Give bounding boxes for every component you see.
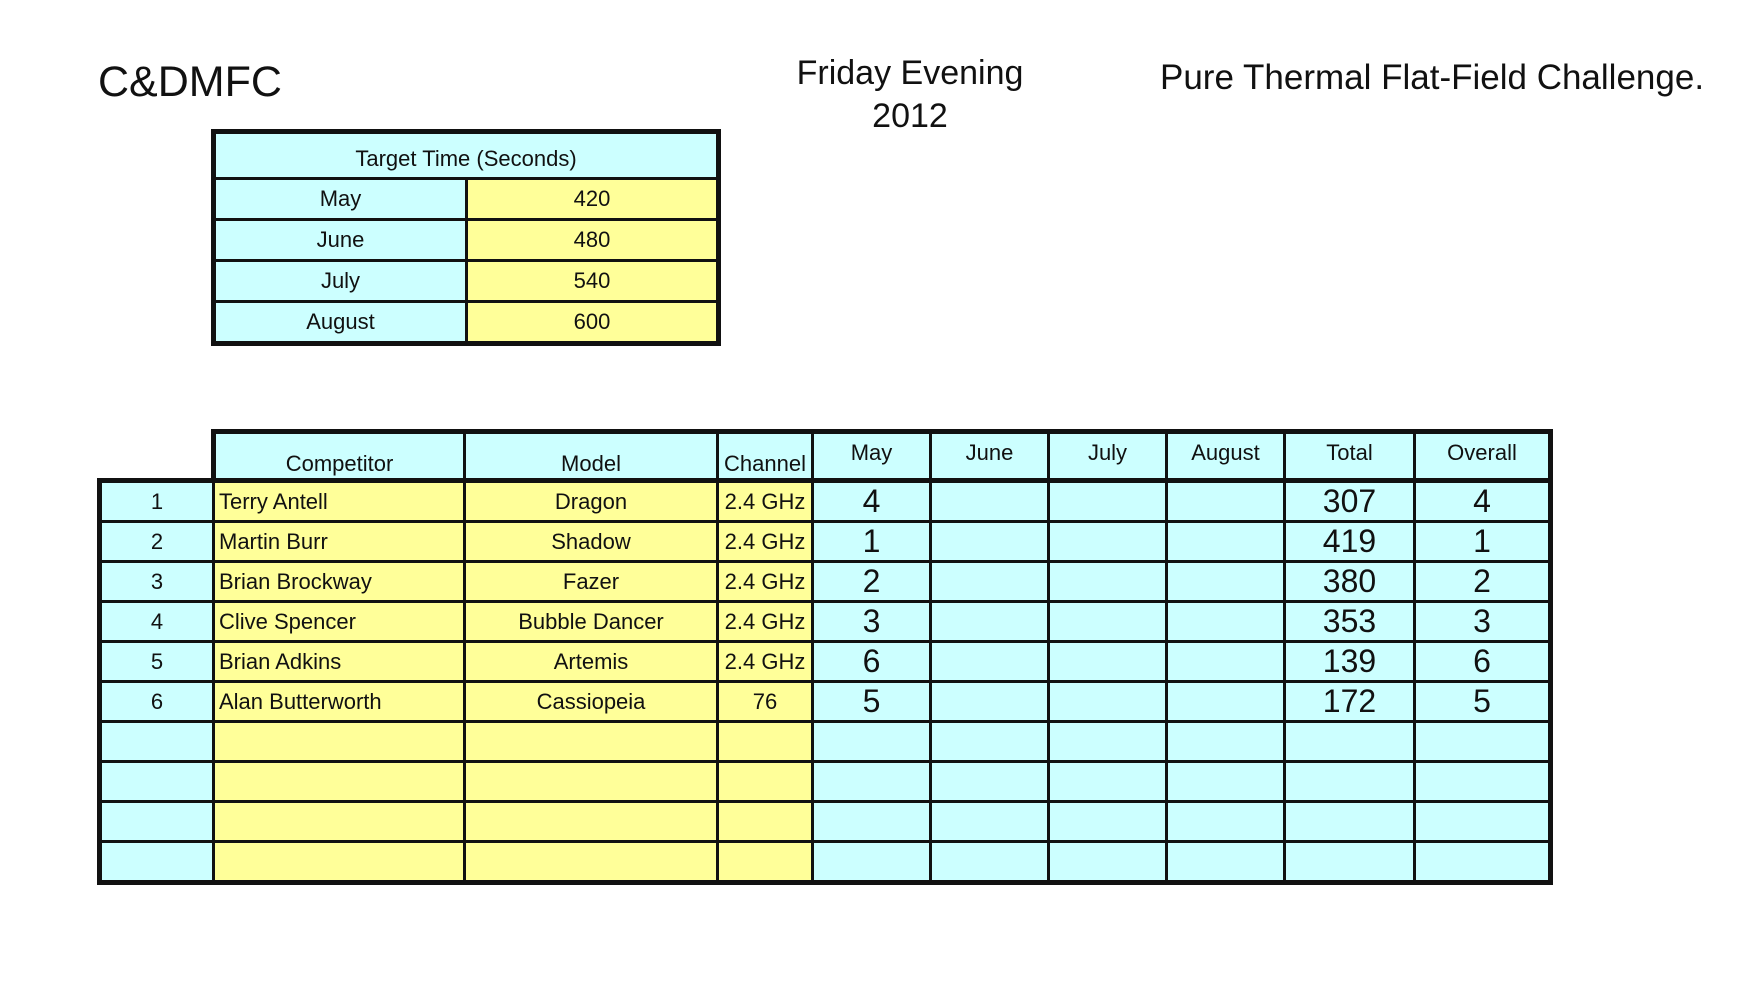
- total-score: [1285, 722, 1415, 762]
- results-row: [100, 842, 1551, 883]
- july-score: [1049, 762, 1167, 802]
- target-seconds: 600: [467, 302, 719, 344]
- competitor-name: Brian Brockway: [214, 562, 465, 602]
- channel-value: 2.4 GHz: [718, 481, 813, 522]
- competitor-name: [214, 802, 465, 842]
- model-name: Dragon: [465, 481, 718, 522]
- target-row: [214, 179, 719, 220]
- august-score: [1167, 522, 1285, 562]
- header-august: August: [1167, 432, 1285, 481]
- results-table: [97, 429, 1553, 885]
- total-score: 172: [1285, 682, 1415, 722]
- target-month: May: [214, 179, 467, 220]
- competitor-name: Clive Spencer: [214, 602, 465, 642]
- overall-rank: [1415, 802, 1551, 842]
- model-name: Cassiopeia: [465, 682, 718, 722]
- july-score: [1049, 642, 1167, 682]
- overall-rank: 6: [1415, 642, 1551, 682]
- august-score: [1167, 682, 1285, 722]
- august-score: [1167, 642, 1285, 682]
- july-score: [1049, 802, 1167, 842]
- may-score: [813, 842, 931, 883]
- results-row: [100, 802, 1551, 842]
- total-score: 353: [1285, 602, 1415, 642]
- may-score: 3: [813, 602, 931, 642]
- target-table-header-row: [214, 132, 719, 179]
- results-header-row: [100, 432, 1551, 481]
- row-number: 3: [100, 562, 214, 602]
- competitor-name: [214, 842, 465, 883]
- channel-value: [718, 722, 813, 762]
- model-name: [465, 842, 718, 883]
- may-score: [813, 722, 931, 762]
- row-number: 1: [100, 481, 214, 522]
- june-score: [931, 762, 1049, 802]
- results-row: [100, 562, 1551, 602]
- event-year: 2012: [872, 97, 948, 135]
- august-score: [1167, 842, 1285, 883]
- target-row: [214, 302, 719, 344]
- total-score: [1285, 802, 1415, 842]
- july-score: [1049, 842, 1167, 883]
- august-score: [1167, 722, 1285, 762]
- june-score: [931, 642, 1049, 682]
- june-score: [931, 562, 1049, 602]
- competitor-name: Brian Adkins: [214, 642, 465, 682]
- header-channel: Channel: [718, 432, 813, 481]
- model-name: [465, 802, 718, 842]
- header-model: Model: [465, 432, 718, 481]
- july-score: [1049, 682, 1167, 722]
- target-month: July: [214, 261, 467, 302]
- july-score: [1049, 562, 1167, 602]
- model-name: Fazer: [465, 562, 718, 602]
- header-corner: [100, 432, 214, 481]
- may-score: 2: [813, 562, 931, 602]
- june-score: [931, 802, 1049, 842]
- total-score: [1285, 762, 1415, 802]
- header-may: May: [813, 432, 931, 481]
- july-score: [1049, 481, 1167, 522]
- results-row: [100, 481, 1551, 522]
- total-score: 307: [1285, 481, 1415, 522]
- august-score: [1167, 802, 1285, 842]
- model-name: Bubble Dancer: [465, 602, 718, 642]
- overall-rank: 1: [1415, 522, 1551, 562]
- row-number: [100, 802, 214, 842]
- overall-rank: [1415, 842, 1551, 883]
- overall-rank: 3: [1415, 602, 1551, 642]
- july-score: [1049, 722, 1167, 762]
- total-score: [1285, 842, 1415, 883]
- channel-value: [718, 762, 813, 802]
- may-score: 5: [813, 682, 931, 722]
- overall-rank: 5: [1415, 682, 1551, 722]
- competitor-name: Terry Antell: [214, 481, 465, 522]
- competitor-name: [214, 762, 465, 802]
- may-score: 1: [813, 522, 931, 562]
- row-number: [100, 762, 214, 802]
- total-score: 139: [1285, 642, 1415, 682]
- results-row: [100, 682, 1551, 722]
- channel-value: [718, 802, 813, 842]
- competitor-name: Alan Butterworth: [214, 682, 465, 722]
- results-row: [100, 522, 1551, 562]
- may-score: 6: [813, 642, 931, 682]
- channel-value: 2.4 GHz: [718, 602, 813, 642]
- club-title: C&DMFC: [98, 58, 282, 106]
- target-table-title: Target Time (Seconds): [214, 132, 719, 179]
- total-score: 419: [1285, 522, 1415, 562]
- target-seconds: 540: [467, 261, 719, 302]
- target-month: June: [214, 220, 467, 261]
- event-day: Friday Evening: [796, 54, 1024, 92]
- channel-value: [718, 842, 813, 883]
- august-score: [1167, 602, 1285, 642]
- model-name: [465, 722, 718, 762]
- challenge-title: Pure Thermal Flat-Field Challenge.: [1160, 58, 1705, 97]
- event-title: [760, 52, 1060, 138]
- target-seconds: 420: [467, 179, 719, 220]
- row-number: 4: [100, 602, 214, 642]
- header-competitor: Competitor: [214, 432, 465, 481]
- august-score: [1167, 562, 1285, 602]
- header-overall: Overall: [1415, 432, 1551, 481]
- june-score: [931, 682, 1049, 722]
- results-row: [100, 722, 1551, 762]
- may-score: 4: [813, 481, 931, 522]
- results-row: [100, 642, 1551, 682]
- overall-rank: 2: [1415, 562, 1551, 602]
- june-score: [931, 522, 1049, 562]
- may-score: [813, 802, 931, 842]
- model-name: [465, 762, 718, 802]
- overall-rank: [1415, 722, 1551, 762]
- row-number: [100, 722, 214, 762]
- row-number: 5: [100, 642, 214, 682]
- row-number: [100, 842, 214, 883]
- row-number: 6: [100, 682, 214, 722]
- channel-value: 2.4 GHz: [718, 522, 813, 562]
- header-july: July: [1049, 432, 1167, 481]
- july-score: [1049, 602, 1167, 642]
- target-row: [214, 220, 719, 261]
- may-score: [813, 762, 931, 802]
- overall-rank: 4: [1415, 481, 1551, 522]
- header-total: Total: [1285, 432, 1415, 481]
- june-score: [931, 602, 1049, 642]
- july-score: [1049, 522, 1167, 562]
- results-row: [100, 762, 1551, 802]
- target-row: [214, 261, 719, 302]
- header-june: June: [931, 432, 1049, 481]
- row-number: 2: [100, 522, 214, 562]
- august-score: [1167, 481, 1285, 522]
- competitor-name: Martin Burr: [214, 522, 465, 562]
- results-row: [100, 602, 1551, 642]
- channel-value: 2.4 GHz: [718, 562, 813, 602]
- model-name: Artemis: [465, 642, 718, 682]
- overall-rank: [1415, 762, 1551, 802]
- june-score: [931, 481, 1049, 522]
- june-score: [931, 842, 1049, 883]
- competitor-name: [214, 722, 465, 762]
- model-name: Shadow: [465, 522, 718, 562]
- target-month: August: [214, 302, 467, 344]
- target-time-table: [211, 129, 721, 346]
- channel-value: 76: [718, 682, 813, 722]
- august-score: [1167, 762, 1285, 802]
- total-score: 380: [1285, 562, 1415, 602]
- june-score: [931, 722, 1049, 762]
- target-seconds: 480: [467, 220, 719, 261]
- channel-value: 2.4 GHz: [718, 642, 813, 682]
